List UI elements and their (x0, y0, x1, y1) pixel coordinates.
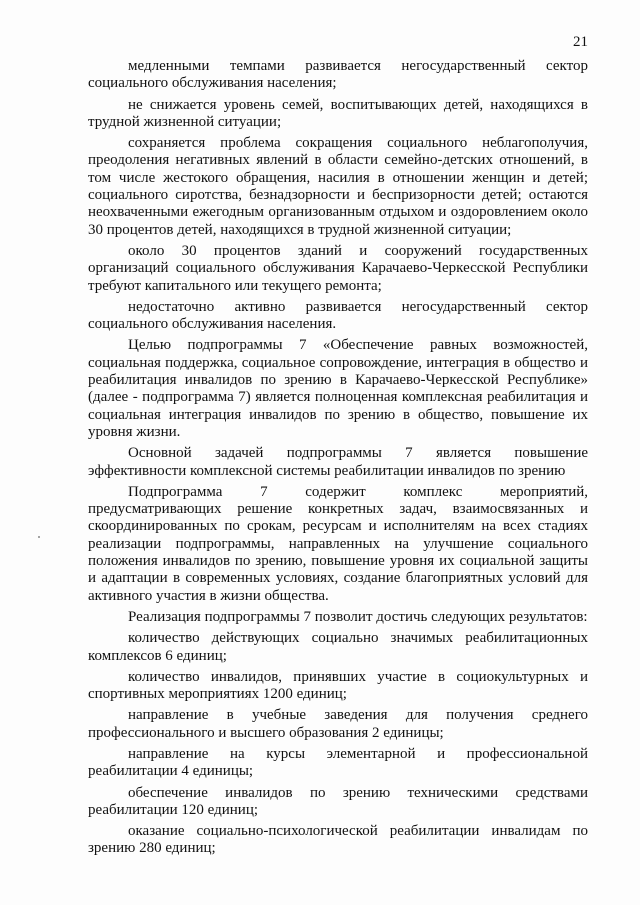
list-item: количество действующих социально значимых реабилитационных комплексов 6 единиц; (88, 630, 588, 664)
paragraph: медленными темпами развивается негосударственный сектор социального обслуживания населения; (88, 58, 588, 92)
list-item: обеспечение инвалидов по зрению техническими средствами реабилитации 120 единиц; (88, 784, 588, 818)
paragraph: около 30 процентов зданий и сооружений государственных организаций социального обслуживания Карачаево-Черкесской Республики требуют капитального или текущего ремонта; (88, 242, 588, 294)
paragraph: не снижается уровень семей, воспитывающих детей, находящихся в трудной жизненной ситуации; (88, 96, 588, 130)
paragraph: Подпрограмма 7 содержит комплекс мероприятий, предусматривающих решение конкретных задач, взаимосвязанных и скоординированных по срокам, ресурсам и исполнителям на всех стадиях реализации подпрограммы, направленных на улучшение социального положения инвалидов по зрению, повышение уровня их социальной защиты и адаптации в современных условиях, создание благоприятных условий для активного участия в жизни общества. (88, 483, 588, 604)
document-body (88, 58, 588, 862)
paragraph: Основной задачей подпрограммы 7 является повышение эффективности комплексной системы реабилитации инвалидов по зрению (88, 445, 588, 479)
paragraph: недостаточно активно развивается негосударственный сектор социального обслуживания населения. (88, 298, 588, 333)
page-number: 21 (573, 34, 588, 50)
paragraph: сохраняется проблема сокращения социального неблагополучия, преодоления негативных явлений в области семейно-детских отношений, в том числе жестокого обращения, насилия в отношении женщин и детей; социального сиротства, безнадзорности и беспризорности детей; остаются неохваченными ежегодным организованным отдыхом и оздоровлением около 30 процентов детей, находящихся в трудной жизненной ситуации; (88, 135, 588, 238)
paragraph: Реализация подпрограммы 7 позволит достичь следующих результатов: (128, 608, 588, 625)
list-item: оказание социально-психологической реабилитации инвалидам по зрению 280 единиц; (88, 823, 588, 857)
scan-speck (38, 536, 40, 538)
paragraph: Целью подпрограммы 7 «Обеспечение равных возможностей, социальная поддержка, социальное сопровождение, интеграция в общество и реабилитация инвалидов по зрению в Карачаево-Черкесской Республике» (далее - подпрограмма 7) является полноценная комплексная реабилитация и социальная интеграция инвалидов по зрению в общество, повышение их уровня жизни. (88, 337, 588, 440)
list-item: количество инвалидов, принявших участие в социокультурных и спортивных мероприятиях 1200 единиц; (88, 668, 588, 703)
list-item: направление в учебные заведения для получения среднего профессионального и высшего образования 2 единицы; (88, 707, 588, 741)
list-item: направление на курсы элементарной и профессиональной реабилитации 4 единицы; (88, 745, 588, 780)
